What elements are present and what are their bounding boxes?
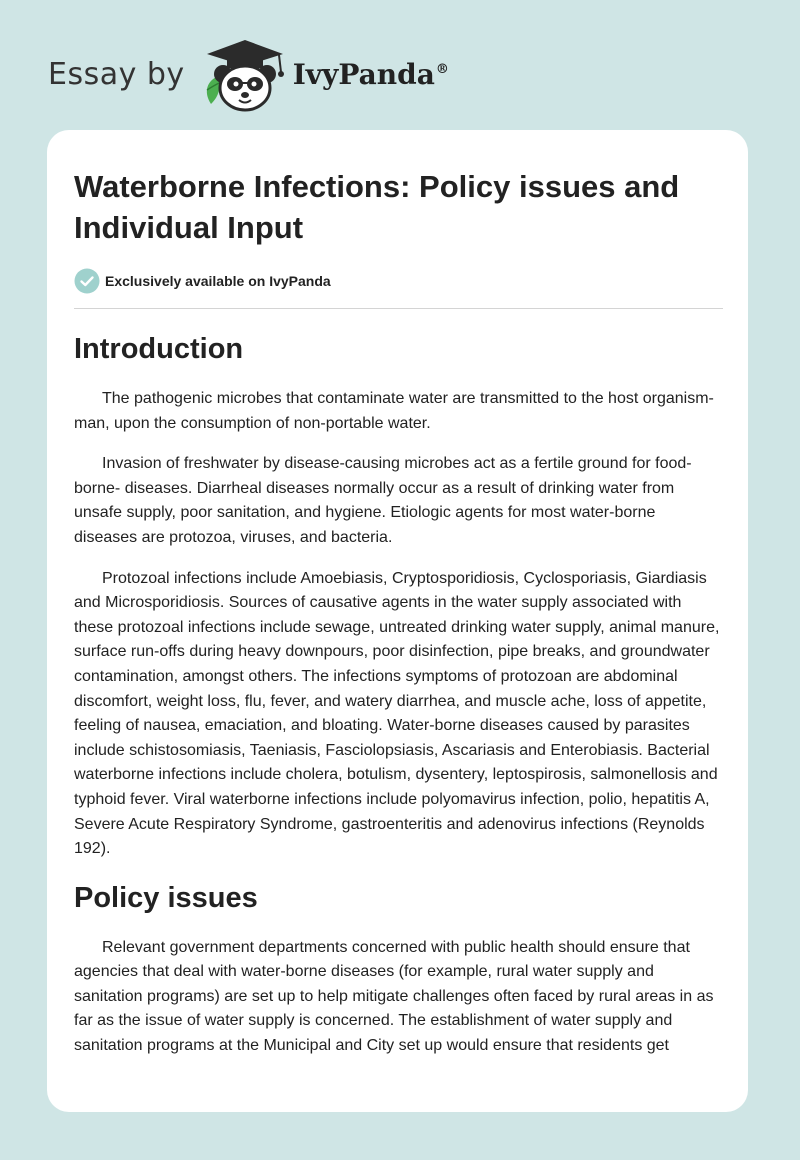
title-divider	[74, 308, 723, 309]
section-heading-introduction: Introduction	[74, 333, 244, 365]
exclusive-badge-text: Exclusively available on IvyPanda	[105, 273, 331, 289]
paragraph: Protozoal infections include Amoebiasis, Cryptosporidiosis, Cyclosporiasis, Giardiasis and Microsporidiosis. Sources of causative agents in the water supply associated with these protozoal infections include sewage, untreated drinking water supply, animal manure, surface run-offs during heavy downpours, poor disinfection, pipe breaks, and groundwater contamination, amongst others. The infections symptoms of protozoan are abdominal discomfort, weight loss, flu, fever, and watery diarrhea, and muscle ache, loss of appetite, feeling of nausea, emaciation, and bloating. Water-borne diseases caused by parasites include schistosomiasis, Taeniasis, Fasciolopsiasis, Ascariasis and Enterobiasis. Bacterial waterborne infections include cholera, botulism, dysentery, leptospirosis, salmonellosis and typhoid fever. Viral waterborne infections include polyomavirus infection, polio, hepatitis A, Severe Acute Respiratory Syndrome, gastroenteritis and adenovirus infections (Reynolds 192).	[74, 569, 720, 858]
exclusive-badge	[74, 268, 722, 294]
article-card	[47, 130, 748, 1112]
paragraph: Invasion of freshwater by disease-causing microbes act as a fertile ground for food-borne- diseases. Diarrheal diseases normally occur as a result of drinking water from unsafe supply, poor sanitation, and hygiene. Etiologic agents for most water-borne diseases are protozoa, viruses, and bacteria.	[74, 455, 692, 546]
section-heading-policy-issues: Policy issues	[74, 881, 258, 914]
site-brand[interactable]	[48, 34, 449, 114]
article-title: Waterborne Infections: Policy issues and Individual Input	[74, 169, 680, 245]
paragraph: The pathogenic microbes that contaminate water are transmitted to the host organism-man, upon the consumption of non-portable water.	[74, 390, 714, 432]
brand-prefix: Essay by	[48, 56, 185, 92]
brand-name: IvyPanda®	[292, 57, 449, 91]
paragraph: Relevant government departments concerned with public health should ensure that agencies that deal with water-borne diseases (for example, rural water supply and sanitation programs) are set up to help mitigate challenges often faced by rural areas in as far as the issue of water supply is concerned. The establishment of water supply and sanitation programs at the Municipal and City set up would ensure that residents get	[74, 938, 714, 1055]
panda-graduate-icon	[199, 34, 297, 114]
registered-mark: ®	[435, 62, 449, 78]
check-circle-icon	[74, 268, 100, 294]
